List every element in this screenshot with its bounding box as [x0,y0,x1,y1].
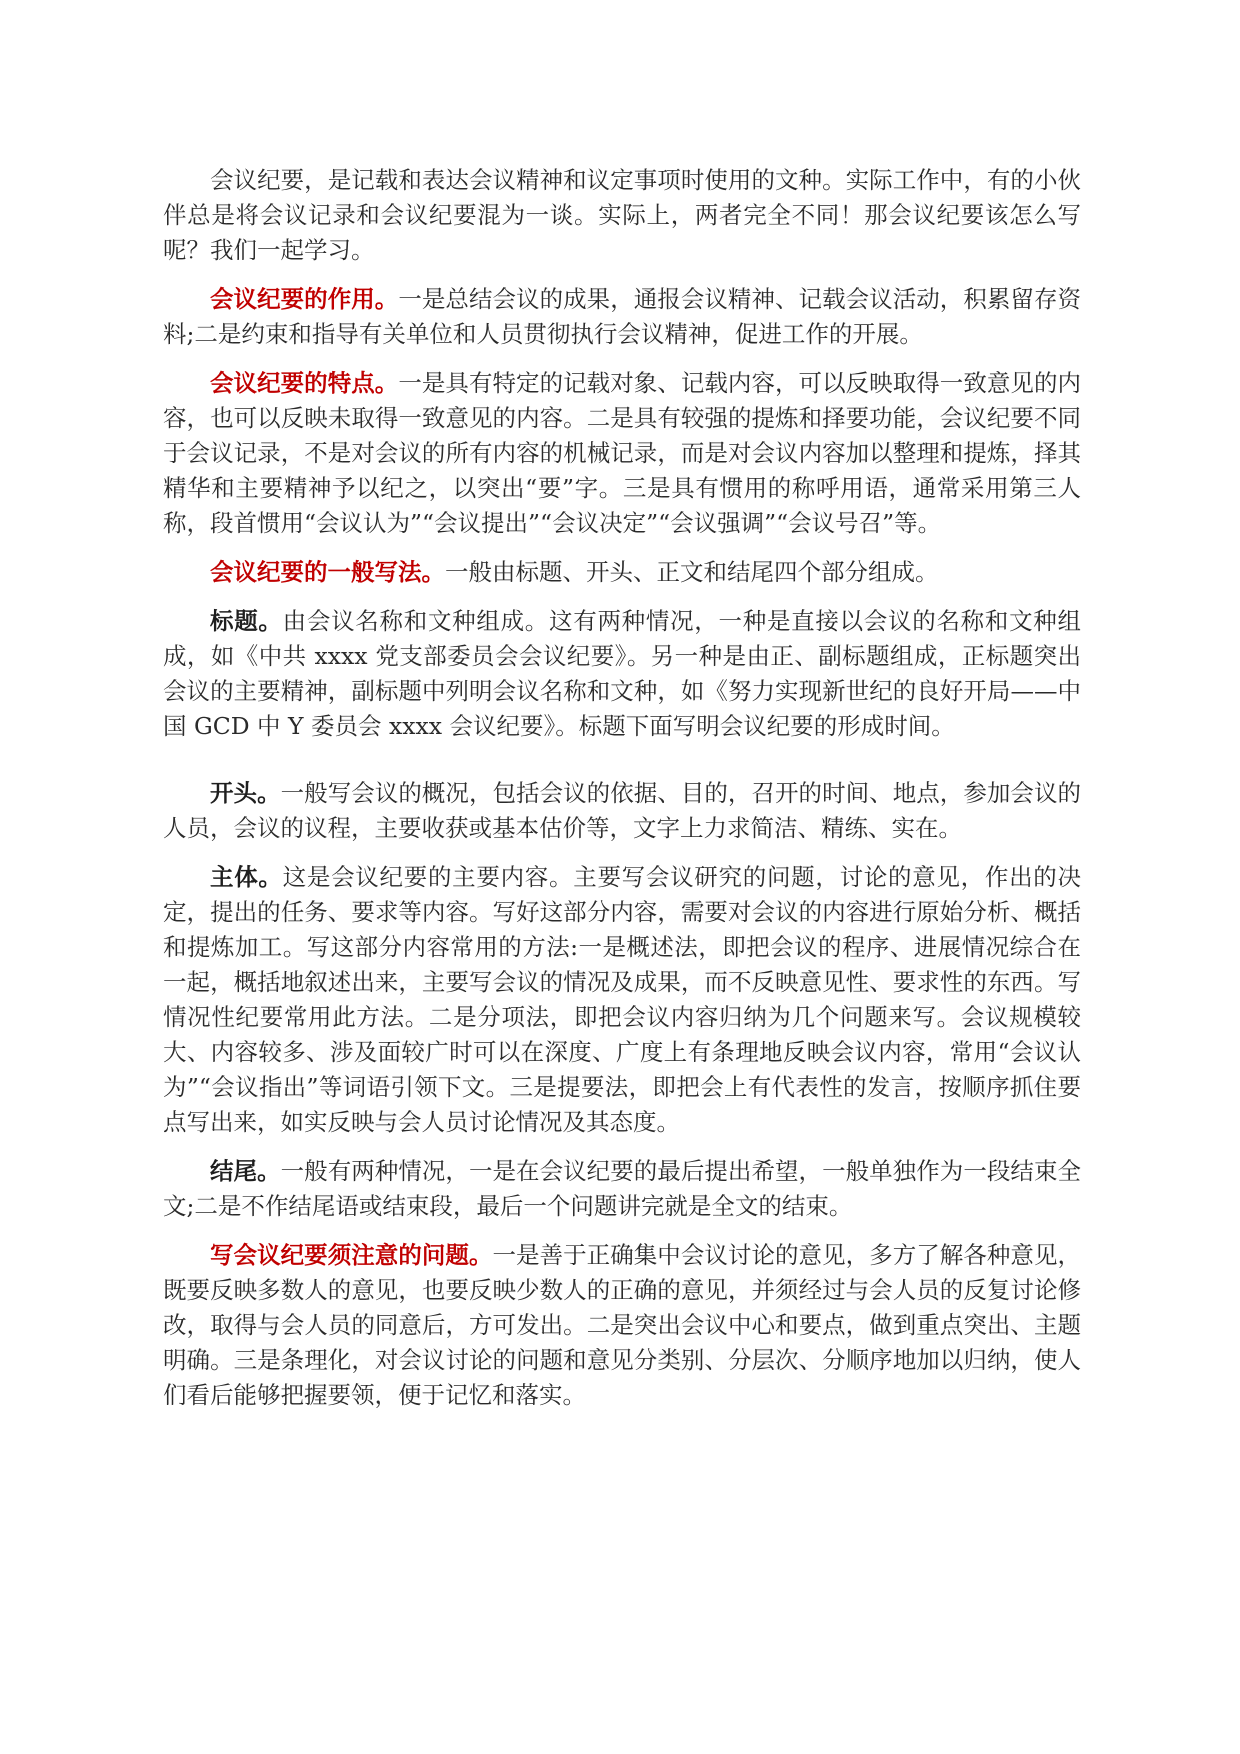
paragraph-main-body [163,860,1081,1140]
text-features: 一是具有特定的记载对象、记载内容，可以反映取得一致意见的内容，也可以反映未取得一致意见的内容。二是具有较强的提炼和择要功能，会议纪要不同于会议记录，不是对会议的所有内容的机械记录，而是对会议内容加以整理和提炼，择其精华和主要精神予以纪之，以突出“要”字。三是具有惯用的称呼用语，通常采用第三人称，段首惯用“会议认为”“会议提出”“会议决定”“会议强调”“会议号召”等。 [163,369,1082,537]
text-ending: 一般有两种情况，一是在会议纪要的最后提出希望，一般单独作为一段结束全文;二是不作结尾语或结束段，最后一个问题讲完就是全文的结束。 [163,1157,1081,1220]
text-general-writing: 一般由标题、开头、正文和结尾四个部分组成。 [445,558,939,586]
heading-ending: 结尾。 [210,1157,281,1185]
paragraph-notes [163,1238,1081,1413]
heading-general-writing: 会议纪要的一般写法。 [210,558,445,586]
paragraph-ending [163,1154,1081,1224]
text-opening: 一般写会议的概况，包括会议的依据、目的，召开的时间、地点，参加会议的人员，会议的议程，主要收获或基本估价等，文字上力求简洁、精练、实在。 [163,779,1081,842]
intro-paragraph: 会议纪要，是记载和表达会议精神和议定事项时使用的文种。实际工作中，有的小伙伴总是将会议记录和会议纪要混为一谈。实际上，两者完全不同！那会议纪要该怎么写呢？我们一起学习。 [163,166,1081,264]
heading-opening: 开头。 [210,779,281,807]
document-body [163,163,1081,1427]
heading-purpose: 会议纪要的作用。 [210,285,399,313]
heading-features: 会议纪要的特点。 [210,369,399,397]
heading-notes: 写会议纪要须注意的问题。 [210,1241,493,1269]
heading-title: 标题。 [210,607,283,635]
paragraph-general-writing [163,555,1081,590]
paragraph-purpose [163,282,1081,352]
text-title: 由会议名称和文种组成。这有两种情况，一种是直接以会议的名称和文种组成，如《中共 xxxx 党支部委员会会议纪要》。另一种是由正、副标题组成，正标题突出会议的主要精神，副标题中列明会议名称和文种，如《努力实现新世纪的良好开局——中国 GCD 中 Y 委员会 xxxx 会议纪要》。标题下面写明会议纪要的形成时间。 [163,607,1082,740]
text-main-body: 这是会议纪要的主要内容。主要写会议研究的问题，讨论的意见，作出的决定，提出的任务、要求等内容。写好这部分内容，需要对会议的内容进行原始分析、概括和提炼加工。写这部分内容常用的方法:一是概述法，即把会议的程序、进展情况综合在一起，概括地叙述出来，主要写会议的情况及成果，而不反映意见性、要求性的东西。写情况性纪要常用此方法。二是分项法，即把会议内容归纳为几个问题来写。会议规模较大、内容较多、涉及面较广时可以在深度、广度上有条理地反映会议内容，常用“会议认为”“会议指出”等词语引领下文。三是提要法，即把会上有代表性的发言，按顺序抓住要点写出来，如实反映与会人员讨论情况及其态度。 [163,863,1082,1136]
heading-main-body: 主体。 [210,863,283,891]
paragraph-title [163,604,1081,744]
paragraph-features [163,366,1081,541]
text-purpose: 一是总结会议的成果，通报会议精神、记载会议活动，积累留存资料;二是约束和指导有关单位和人员贯彻执行会议精神，促进工作的开展。 [163,285,1082,348]
text-notes: 一是善于正确集中会议讨论的意见，多方了解各种意见，既要反映多数人的意见，也要反映少数人的正确的意见，并须经过与会人员的反复讨论修改，取得与会人员的同意后，方可发出。二是突出会议中心和要点，做到重点突出、主题明确。三是条理化，对会议讨论的问题和意见分类别、分层次、分顺序地加以归纳，使人们看后能够把握要领，便于记忆和落实。 [163,1241,1081,1409]
paragraph-opening [163,776,1081,846]
